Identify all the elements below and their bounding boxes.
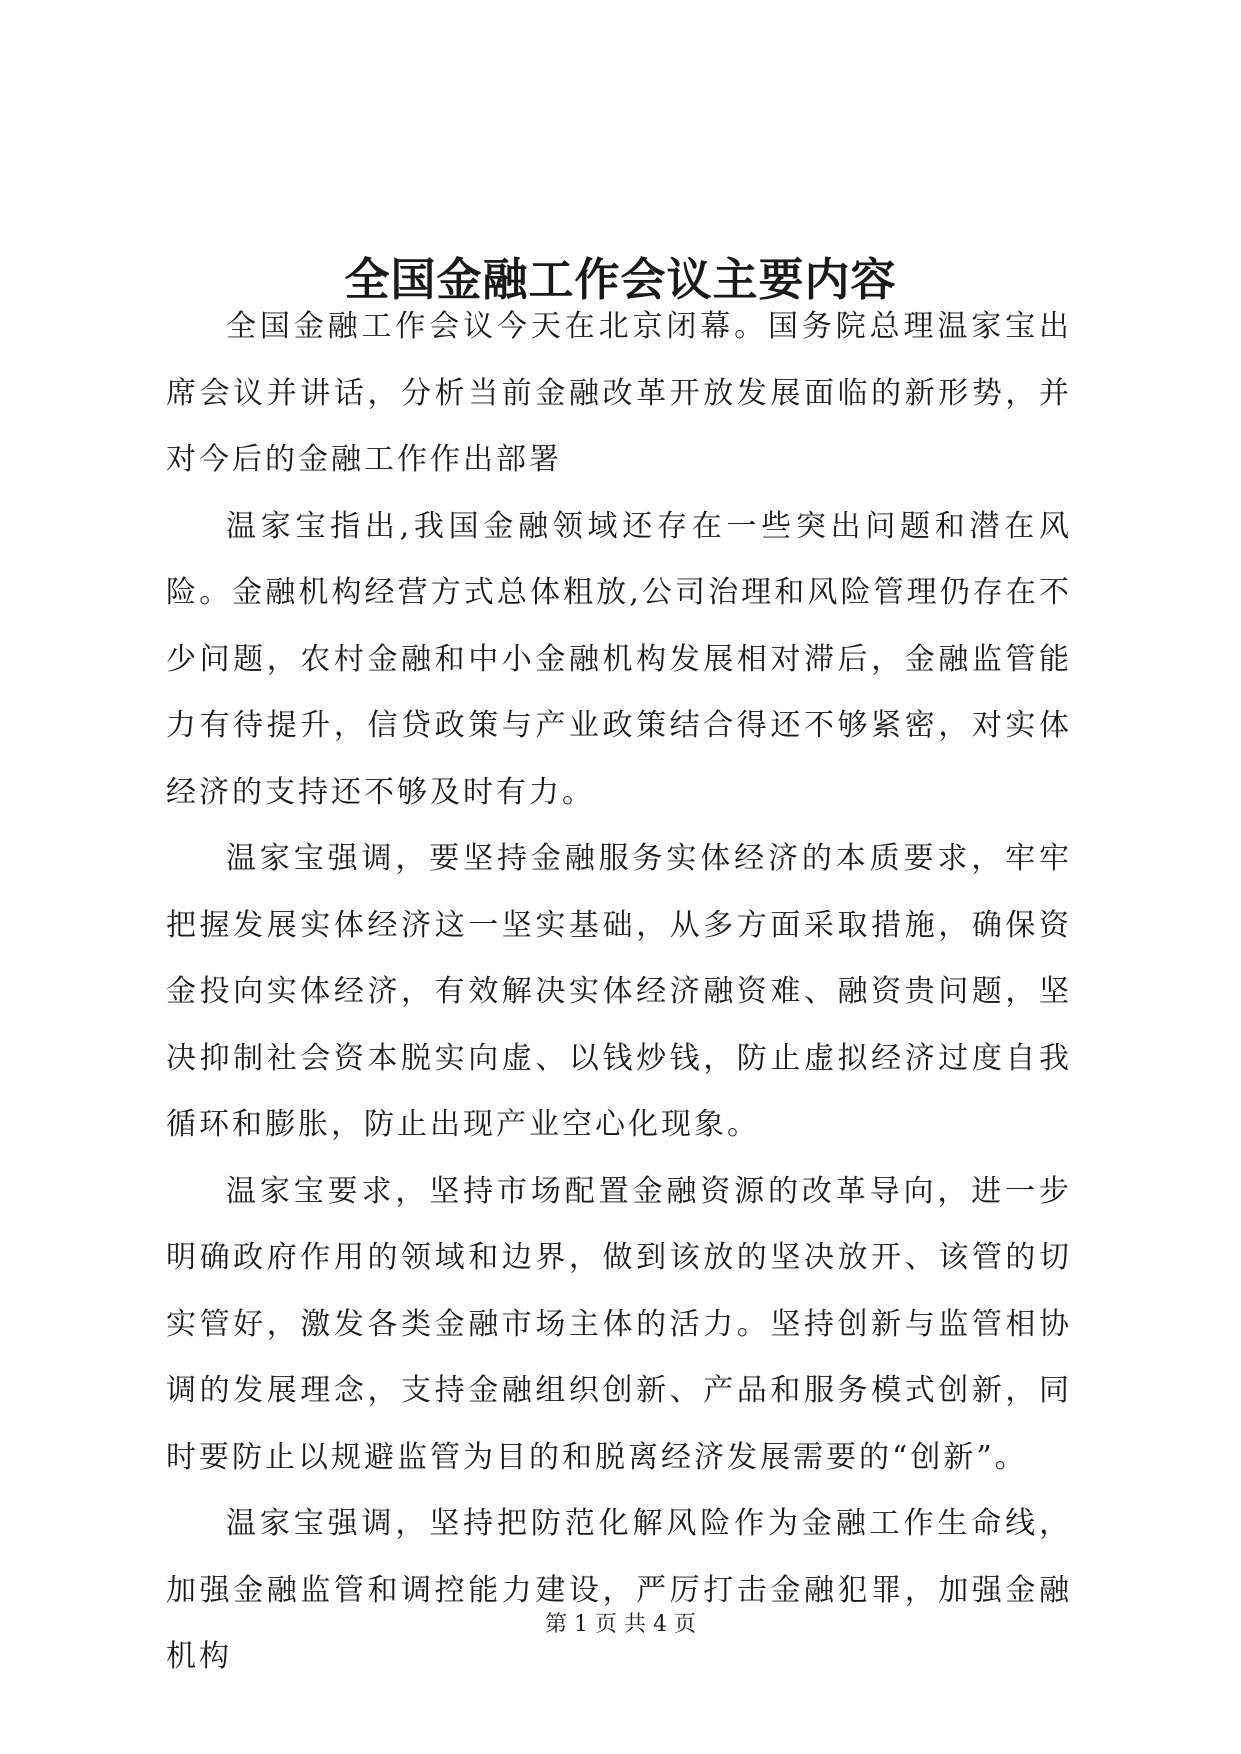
paragraph: 温家宝要求，坚持市场配置金融资源的改革导向，进一步明确政府作用的领域和边界，做到该放的坚决放开、该管的切实管好，激发各类金融市场主体的活力。坚持创新与监管相协调的发展理念，支持金融组织创新、产品和服务模式创新，同时要防止以规避监管为目的和脱离经济发展需要的“创新”。: [166, 1173, 1072, 1475]
paragraph: 温家宝指出,我国金融领域还存在一些突出问题和潜在风险。金融机构经营方式总体粗放,公司治理和风险管理仍存在不少问题，农村金融和中小金融机构发展相对滞后，金融监管能力有待提升，信贷政策与产业政策结合得还不够紧密，对实体经济的支持还不够及时有力。: [166, 508, 1072, 810]
page-footer: 第 1 页 共 4 页: [545, 1612, 696, 1637]
page-title: 全国金融工作会议主要内容: [344, 253, 897, 307]
paragraph: 全国金融工作会议今天在北京闭幕。国务院总理温家宝出席会议并讲话，分析当前金融改革开放发展面临的新形势，并对今后的金融工作作出部署: [166, 309, 1072, 477]
paragraph: 温家宝强调，坚持把防范化解风险作为金融工作生命线，加强金融监管和调控能力建设，严厉打击金融犯罪，加强金融机构: [166, 1506, 1072, 1674]
document-body: [166, 294, 1072, 1691]
paragraph: 温家宝强调，要坚持金融服务实体经济的本质要求，牢牢把握发展实体经济这一坚实基础，从多方面采取措施，确保资金投向实体经济，有效解决实体经济融资难、融资贵问题，坚决抑制社会资本脱实向虚、以钱炒钱，防止虚拟经济过度自我循环和膨胀，防止出现产业空心化现象。: [166, 841, 1072, 1142]
